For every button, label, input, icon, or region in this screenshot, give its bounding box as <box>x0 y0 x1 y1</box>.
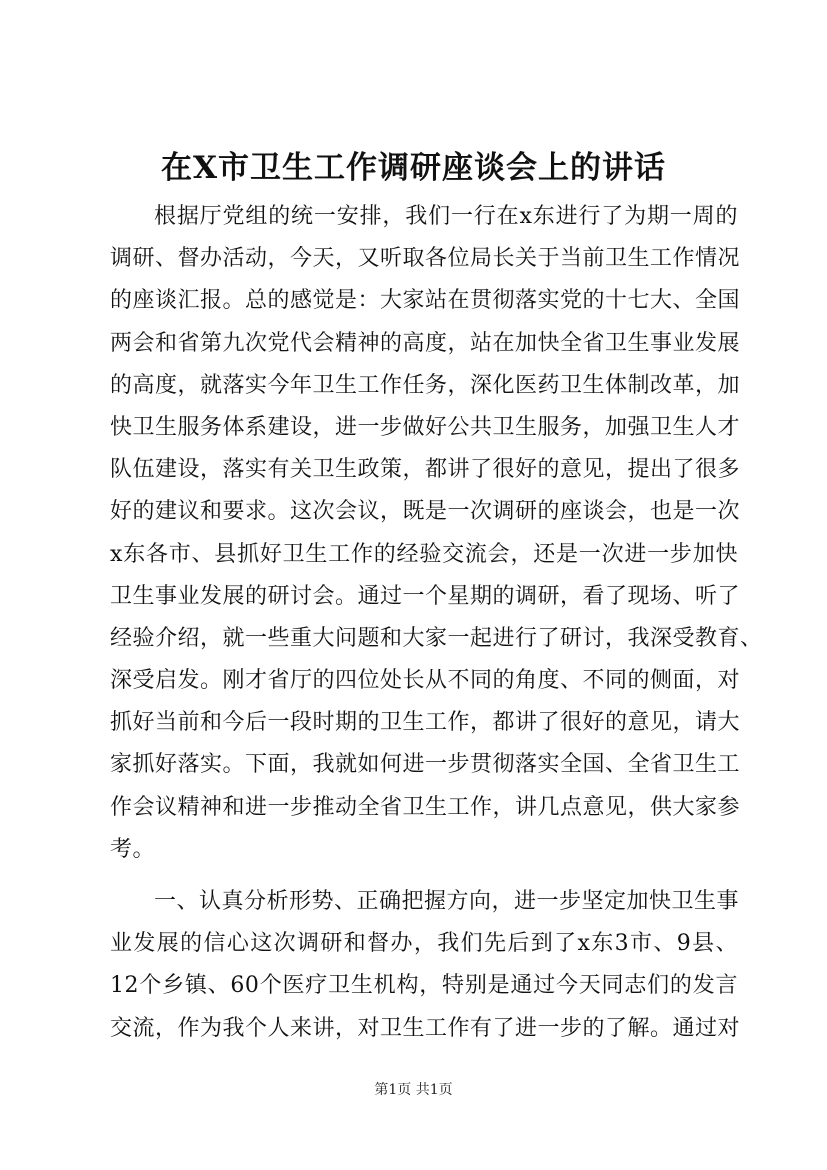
paragraph-line: 队伍建设，落实有关卫生政策，都讲了很好的意见，提出了很多 <box>110 457 741 483</box>
paragraph-line: 12个乡镇、60个医疗卫生机构，特别是通过今天同志们的发言 <box>110 973 738 999</box>
paragraph-line: 经验介绍，就一些重大问题和大家一起进行了研讨，我深受教育、 <box>110 625 763 651</box>
paragraph-line: 的高度，就落实今年卫生工作任务，深化医药卫生体制改革，加 <box>110 372 741 398</box>
paragraph-line: 好的建议和要求。这次会议，既是一次调研的座谈会，也是一次 <box>110 499 741 525</box>
paragraph-line: 抓好当前和今后一段时期的卫生工作，都讲了很好的意见，请大 <box>110 710 741 736</box>
paragraph-gap <box>110 871 738 881</box>
document-body <box>110 196 763 1050</box>
paragraph-line: 的座谈汇报。总的感觉是：大家站在贯彻落实党的十七大、全国 <box>110 288 741 314</box>
paragraph-line: 考。 <box>110 836 156 862</box>
page-footer: 第1页 共1页 <box>374 1082 453 1098</box>
paragraph-line: 深受启发。刚才省厅的四位处长从不同的角度、不同的侧面，对 <box>110 668 741 694</box>
paragraph-line: 作会议精神和进一步推动全省卫生工作，讲几点意见，供大家参 <box>110 794 741 820</box>
paragraph-line: 快卫生服务体系建设，进一步做好公共卫生服务，加强卫生人才 <box>110 414 741 440</box>
paragraph-line: 家抓好落实。下面，我就如何进一步贯彻落实全国、全省卫生工 <box>110 752 741 778</box>
paragraph-line: x东各市、县抓好卫生工作的经验交流会，还是一次进一步加快 <box>110 541 738 567</box>
paragraph-line: 两会和省第九次党代会精神的高度，站在加快全省卫生事业发展 <box>110 330 741 356</box>
paragraph-line: 交流，作为我个人来讲，对卫生工作有了进一步的了解。通过对 <box>110 1015 741 1041</box>
paragraph-line: 卫生事业发展的研讨会。通过一个星期的调研，看了现场、听了 <box>110 583 741 609</box>
paragraph-line: 调研、督办活动，今天，又听取各位局长关于当前卫生工作情况 <box>110 246 741 272</box>
document-title: 在X市卫生工作调研座谈会上的讲话 <box>160 150 667 186</box>
paragraph-line: 根据厅党组的统一安排，我们一行在x东进行了为期一周的 <box>154 204 738 229</box>
paragraph-2 <box>110 881 741 1050</box>
paragraph-line: 业发展的信心这次调研和督办，我们先后到了x东3市、9县、 <box>110 931 738 957</box>
paragraph-line: 一、认真分析形势、正确把握方向，进一步坚定加快卫生事 <box>154 889 740 914</box>
paragraph-1 <box>110 196 763 871</box>
